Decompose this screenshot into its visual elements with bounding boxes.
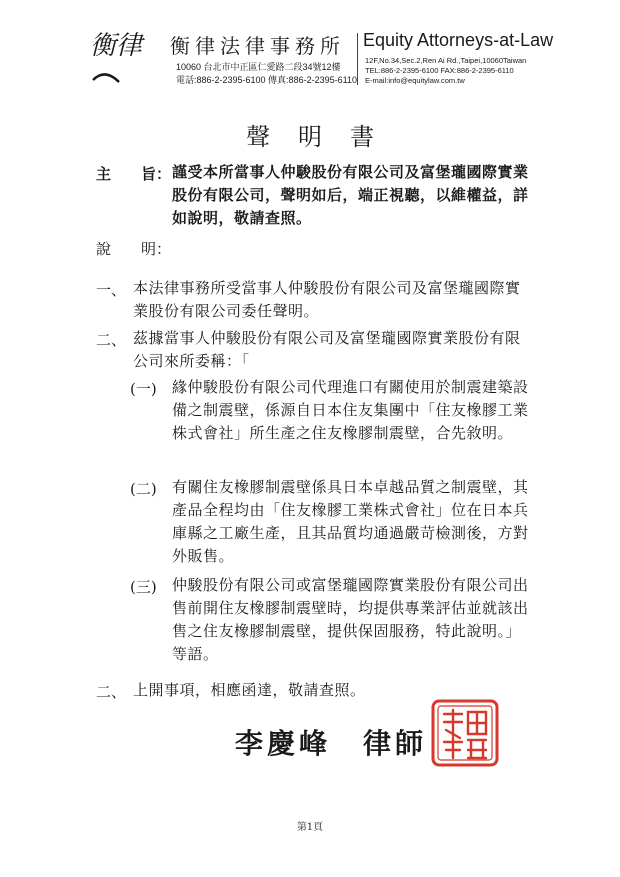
subject-label: 主 旨： [96, 165, 172, 183]
item-number: 二、 [96, 331, 127, 349]
sub-item-text: 有關住友橡膠制震壁係具日本卓越品質之制震壁，其產品全程均由「住友橡膠工業株式會社」位在日本兵庫縣之工廠生產，且其品質均通過嚴苛檢測後，方對外販售。 [172, 478, 529, 565]
explanation-label: 說 明： [96, 240, 172, 258]
header-divider [357, 33, 358, 85]
item-number: 二、 [96, 683, 127, 701]
sub-item-text: 緣仲駿股份有限公司代理進口有關使用於制震建築設備之制震壁，係源自日本住友集團中「住友橡膠工業株式會社」所生產之住友橡膠制震壁，合先敘明。 [172, 378, 529, 442]
subject-text: 謹受本所當事人仲駿股份有限公司及富堡瓏國際實業股份有限公司，聲明如后，端正視聽，以維權益，詳如說明，敬請查照。 [172, 163, 529, 227]
firm-phone-cn: 電話:886-2-2395-6100 傳真:886-2-2395-6110 [176, 75, 357, 85]
item-text: 本法律事務所受當事人仲駿股份有限公司及富堡瓏國際實業股份有限公司委任聲明。 [133, 279, 521, 320]
lawyer-signature: 李慶峰 律師 [235, 727, 428, 760]
firm-address-cn: 10060 台北市中正區仁愛路二段34號12樓 [176, 62, 341, 72]
item-number: 一、 [96, 281, 127, 299]
firm-phone-en: TEL:886-2-2395-6100 FAX:886-2-2395-6110 [365, 66, 514, 75]
firm-name-cn: 衡律法律事務所 [170, 34, 345, 58]
sub-item-text: 仲駿股份有限公司或富堡瓏國際實業股份有限公司出售前開住友橡膠制震壁時，均提供專業評估並就該出售之住友橡膠制震壁，提供保固服務，特此說明。」等語。 [172, 576, 529, 663]
firm-email: E-mail:info@equitylaw.com.tw [365, 76, 465, 85]
sub-item-number: (三) [130, 578, 157, 596]
sub-item-number: (一) [130, 380, 157, 398]
firm-name-en: Equity Attorneys-at-Law [363, 30, 554, 50]
firm-logo-text: 衡律 [89, 31, 143, 61]
sub-item-number: (二) [130, 480, 157, 498]
lawyer-seal-stamp [430, 698, 500, 768]
firm-address-en: 12F,No.34,Sec.2,Ren Ai Rd.,Taipei,10060Taiwan [365, 56, 527, 65]
firm-logo-strokes [85, 22, 147, 92]
closing-text: 上開事項，相應函達，敬請查照。 [133, 681, 366, 699]
page-number: 第1頁 [296, 822, 324, 833]
document-title: 聲明書 [246, 123, 402, 151]
item-text: 茲據當事人仲駿股份有限公司及富堡瓏國際實業股份有限公司來所委稱：「 [133, 329, 521, 370]
